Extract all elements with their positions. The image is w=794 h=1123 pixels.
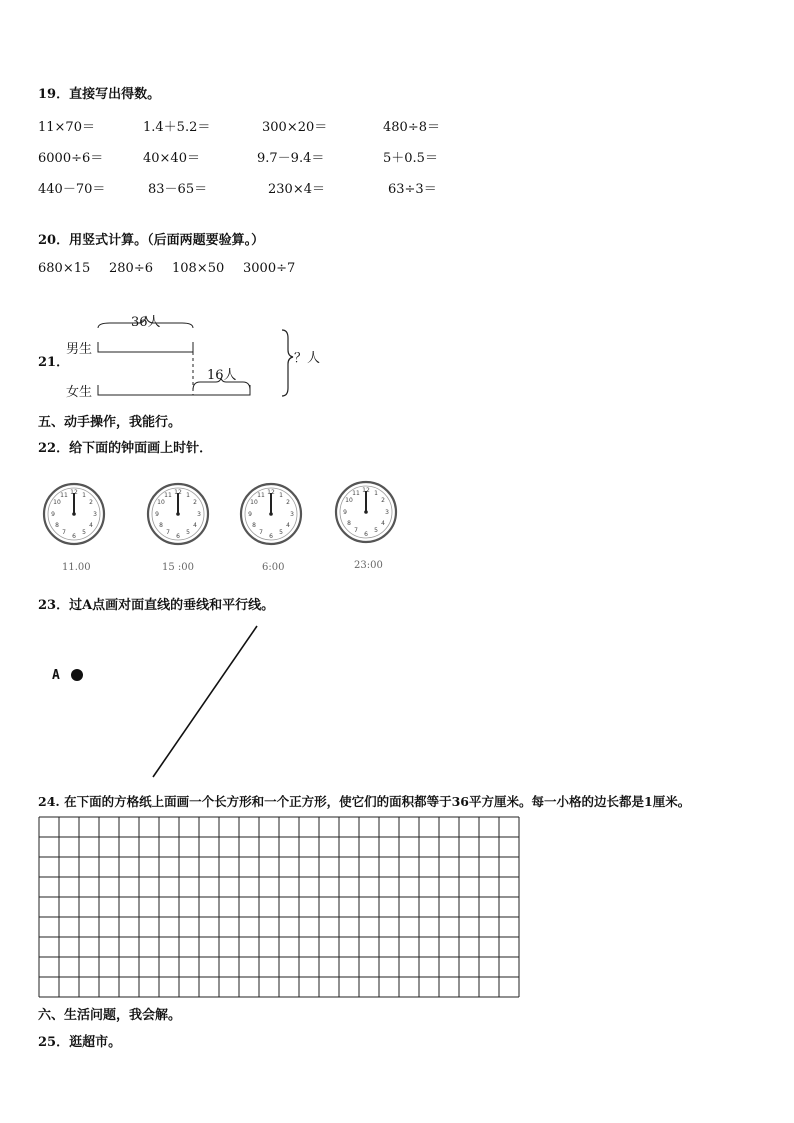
svg-text:7: 7 xyxy=(354,527,358,534)
svg-text:8: 8 xyxy=(252,522,256,529)
svg-text:4: 4 xyxy=(89,522,93,529)
svg-text:12: 12 xyxy=(70,489,78,496)
q20-item-1: 680×15 xyxy=(38,261,91,276)
q25-title: 25．逛超市。 xyxy=(38,1035,122,1050)
q21-girl-bar xyxy=(98,385,250,395)
svg-text:11: 11 xyxy=(164,492,172,499)
q19-r3-c1: 440－70＝ xyxy=(38,182,106,197)
section-5-heading: 五、动手操作，我能行。 xyxy=(38,415,182,430)
q19-r2-c3: 9.7－9.4＝ xyxy=(257,151,325,166)
svg-text:3: 3 xyxy=(385,509,389,516)
q19-r1-c2: 1.4＋5.2＝ xyxy=(143,120,211,135)
clock-3-label: 6:00 xyxy=(262,562,285,573)
svg-text:9: 9 xyxy=(155,511,159,518)
q21-diff-count: 16人 xyxy=(207,368,237,383)
q21-number: 21． xyxy=(38,355,70,370)
q22-title: 22．给下面的钟面画上时针． xyxy=(38,441,213,456)
q19-r2-c4: 5＋0.5＝ xyxy=(383,151,438,166)
q21-boy-label: 男生 xyxy=(66,342,93,357)
q21-question: ？人 xyxy=(294,351,321,366)
svg-text:12: 12 xyxy=(362,487,370,494)
q21-segment-diagram xyxy=(0,0,794,410)
svg-text:1: 1 xyxy=(186,492,190,499)
svg-text:3: 3 xyxy=(93,511,97,518)
svg-text:11: 11 xyxy=(257,492,265,499)
q19-r1-c4: 480÷8＝ xyxy=(383,120,440,135)
clock-2[interactable] xyxy=(146,482,210,546)
svg-text:2: 2 xyxy=(89,499,93,506)
svg-text:4: 4 xyxy=(286,522,290,529)
svg-text:12: 12 xyxy=(174,489,182,496)
q21-boy-bar xyxy=(98,342,193,352)
svg-text:3: 3 xyxy=(197,511,201,518)
svg-text:10: 10 xyxy=(345,497,353,504)
svg-text:2: 2 xyxy=(193,499,197,506)
svg-text:7: 7 xyxy=(259,529,263,536)
section-6-heading: 六、生活问题，我会解。 xyxy=(38,1008,182,1023)
svg-text:7: 7 xyxy=(166,529,170,536)
svg-text:6: 6 xyxy=(269,533,273,540)
svg-text:9: 9 xyxy=(248,511,252,518)
svg-text:2: 2 xyxy=(381,497,385,504)
q19-r1-c3: 300×20＝ xyxy=(262,120,328,135)
svg-text:9: 9 xyxy=(343,509,347,516)
square-grid[interactable] xyxy=(38,816,520,1002)
q19-r3-c2: 83－65＝ xyxy=(148,182,208,197)
q23-point-label: A xyxy=(52,668,60,683)
svg-text:8: 8 xyxy=(159,522,163,529)
q20-item-2: 280÷6 xyxy=(109,261,153,276)
q19-r3-c3: 230×4＝ xyxy=(268,182,325,197)
svg-text:10: 10 xyxy=(250,499,258,506)
svg-text:1: 1 xyxy=(374,490,378,497)
svg-text:7: 7 xyxy=(62,529,66,536)
q21-diff-brace xyxy=(193,378,250,390)
q20-title: 20．用竖式计算。（后面两题要验算。） xyxy=(38,233,265,248)
clock-1[interactable] xyxy=(42,482,106,546)
svg-text:1: 1 xyxy=(82,492,86,499)
q21-boy-brace xyxy=(98,316,193,328)
q23-figure xyxy=(60,620,280,785)
q19-r1-c1: 11×70＝ xyxy=(38,120,95,135)
svg-text:8: 8 xyxy=(347,520,351,527)
q23-line xyxy=(153,626,257,777)
clock-2-label: 15 :00 xyxy=(162,562,194,573)
q19-r2-c2: 40×40＝ xyxy=(143,151,200,166)
svg-text:3: 3 xyxy=(290,511,294,518)
clock-3[interactable] xyxy=(239,482,303,546)
svg-text:6: 6 xyxy=(72,533,76,540)
q19-r2-c1: 6000÷6＝ xyxy=(38,151,104,166)
svg-text:10: 10 xyxy=(157,499,165,506)
svg-text:10: 10 xyxy=(53,499,61,506)
q19-r3-c4: 63÷3＝ xyxy=(388,182,437,197)
svg-text:5: 5 xyxy=(279,529,283,536)
q23-title: 23．过A点画对面直线的垂线和平行线。 xyxy=(38,598,275,613)
clock-4[interactable] xyxy=(334,480,398,544)
q21-boy-count: 36人 xyxy=(131,315,161,330)
q20-item-4: 3000÷7 xyxy=(243,261,296,276)
svg-text:11: 11 xyxy=(60,492,68,499)
clock-4-label: 23:00 xyxy=(354,560,383,571)
svg-text:6: 6 xyxy=(176,533,180,540)
q21-total-brace xyxy=(282,330,293,396)
q24-title: 24. 在下面的方格纸上面画一个长方形和一个正方形，使它们的面积都等于36平方厘米。每一小格的边长都是1厘米。 xyxy=(38,794,691,809)
svg-text:11: 11 xyxy=(352,490,360,497)
svg-text:4: 4 xyxy=(381,520,385,527)
svg-text:9: 9 xyxy=(51,511,55,518)
svg-text:12: 12 xyxy=(267,489,275,496)
q19-title: 19．直接写出得数。 xyxy=(38,87,161,102)
svg-text:8: 8 xyxy=(55,522,59,529)
svg-text:6: 6 xyxy=(364,531,368,538)
svg-text:5: 5 xyxy=(82,529,86,536)
clock-1-label: 11.00 xyxy=(62,562,91,573)
svg-text:5: 5 xyxy=(374,527,378,534)
svg-text:1: 1 xyxy=(279,492,283,499)
point-a[interactable] xyxy=(71,669,83,681)
q20-item-3: 108×50 xyxy=(172,261,225,276)
q21-girl-label: 女生 xyxy=(66,385,93,400)
svg-text:4: 4 xyxy=(193,522,197,529)
svg-text:2: 2 xyxy=(286,499,290,506)
svg-text:5: 5 xyxy=(186,529,190,536)
